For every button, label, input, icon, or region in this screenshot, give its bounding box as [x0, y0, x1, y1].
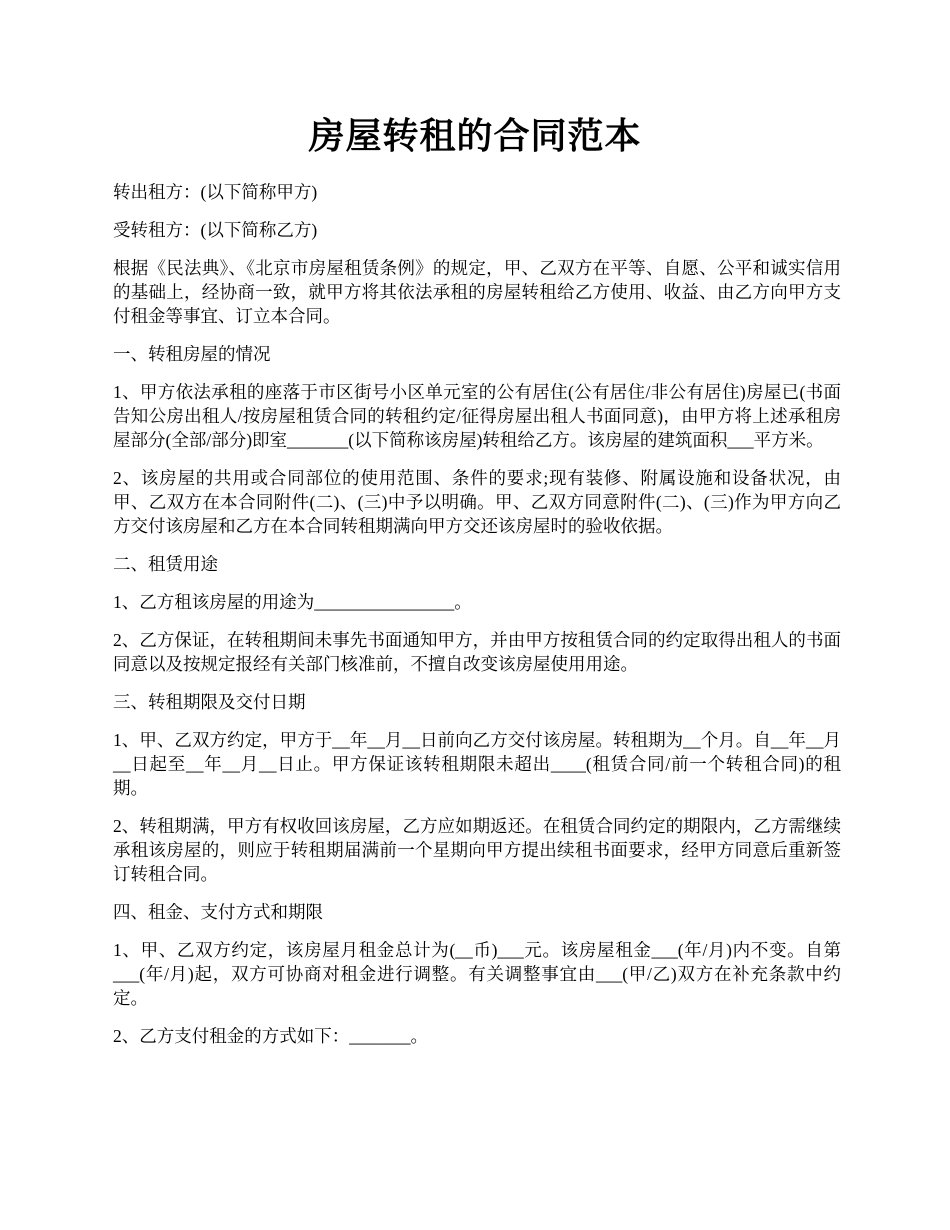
- clause-paragraph: 1、甲、乙双方约定，该房屋月租金总计为(__币)___元。该房屋租金___(年/月)内不变。自第___(年/月)起，双方可协商对租金进行调整。有关调整事宜由___(甲/乙)双方在补充条款中约定。: [113, 940, 841, 1008]
- clause-paragraph: 1、甲、乙双方约定，甲方于__年__月__日前向乙方交付该房屋。转租期为__个月。自__年__月__日起至__年__月__日止。甲方保证该转租期限未超出____(租赁合同/前一个转租合同)的租期。: [113, 730, 841, 798]
- document-title: 房屋转租的合同范本: [308, 116, 642, 156]
- party-a-line: 转出租方：(以下简称甲方): [113, 182, 318, 202]
- preamble-paragraph: 根据《民法典》、《北京市房屋租赁条例》的规定，甲、乙双方在平等、自愿、公平和诚实信用的基础上，经协商一致，就甲方将其依法承租的房屋转租给乙方使用、收益、由乙方向甲方支付租金等事宜、订立本合同。: [113, 258, 841, 326]
- section-heading: 二、租赁用途: [113, 554, 218, 574]
- clause-paragraph: 1、甲方依法承租的座落于市区街号小区单元室的公有居住(公有居住/非公有居住)房屋已(书面告知公房出租人/按房屋租赁合同的转租约定/征得房屋出租人书面同意)，由甲方将上述承租房屋部分(全部/部分)即室_______(以下简称该房屋)转租给乙方。该房屋的建筑面积___平方米。: [113, 382, 841, 450]
- clause-paragraph: 1、乙方租该房屋的用途为________________。: [113, 592, 472, 612]
- section-heading: 四、租金、支付方式和期限: [113, 902, 323, 922]
- clause-paragraph: 2、该房屋的共用或合同部位的使用范围、条件的要求;现有装修、附属设施和设备状况，由甲、乙双方在本合同附件(二)、(三)中予以明确。甲、乙双方同意附件(二)、(三)作为甲方向乙方交付该房屋和乙方在本合同转租期满向甲方交还该房屋时的验收依据。: [113, 468, 841, 536]
- section-heading: 一、转租房屋的情况: [113, 344, 271, 364]
- section-heading: 三、转租期限及交付日期: [113, 692, 306, 712]
- party-b-line: 受转租方：(以下简称乙方): [113, 220, 318, 240]
- clause-paragraph: 2、乙方保证，在转租期间未事先书面通知甲方，并由甲方按租赁合同的约定取得出租人的书面同意以及按规定报经有关部门核准前，不擅自改变该房屋使用用途。: [113, 630, 841, 674]
- document-body: [113, 180, 841, 1062]
- clause-paragraph: 2、转租期满，甲方有权收回该房屋，乙方应如期返还。在租赁合同约定的期限内，乙方需继续承租该房屋的，则应于转租期届满前一个星期向甲方提出续租书面要求，经甲方同意后重新签订转租合同。: [113, 816, 841, 884]
- clause-paragraph: 2、乙方支付租金的方式如下：_______。: [113, 1026, 428, 1046]
